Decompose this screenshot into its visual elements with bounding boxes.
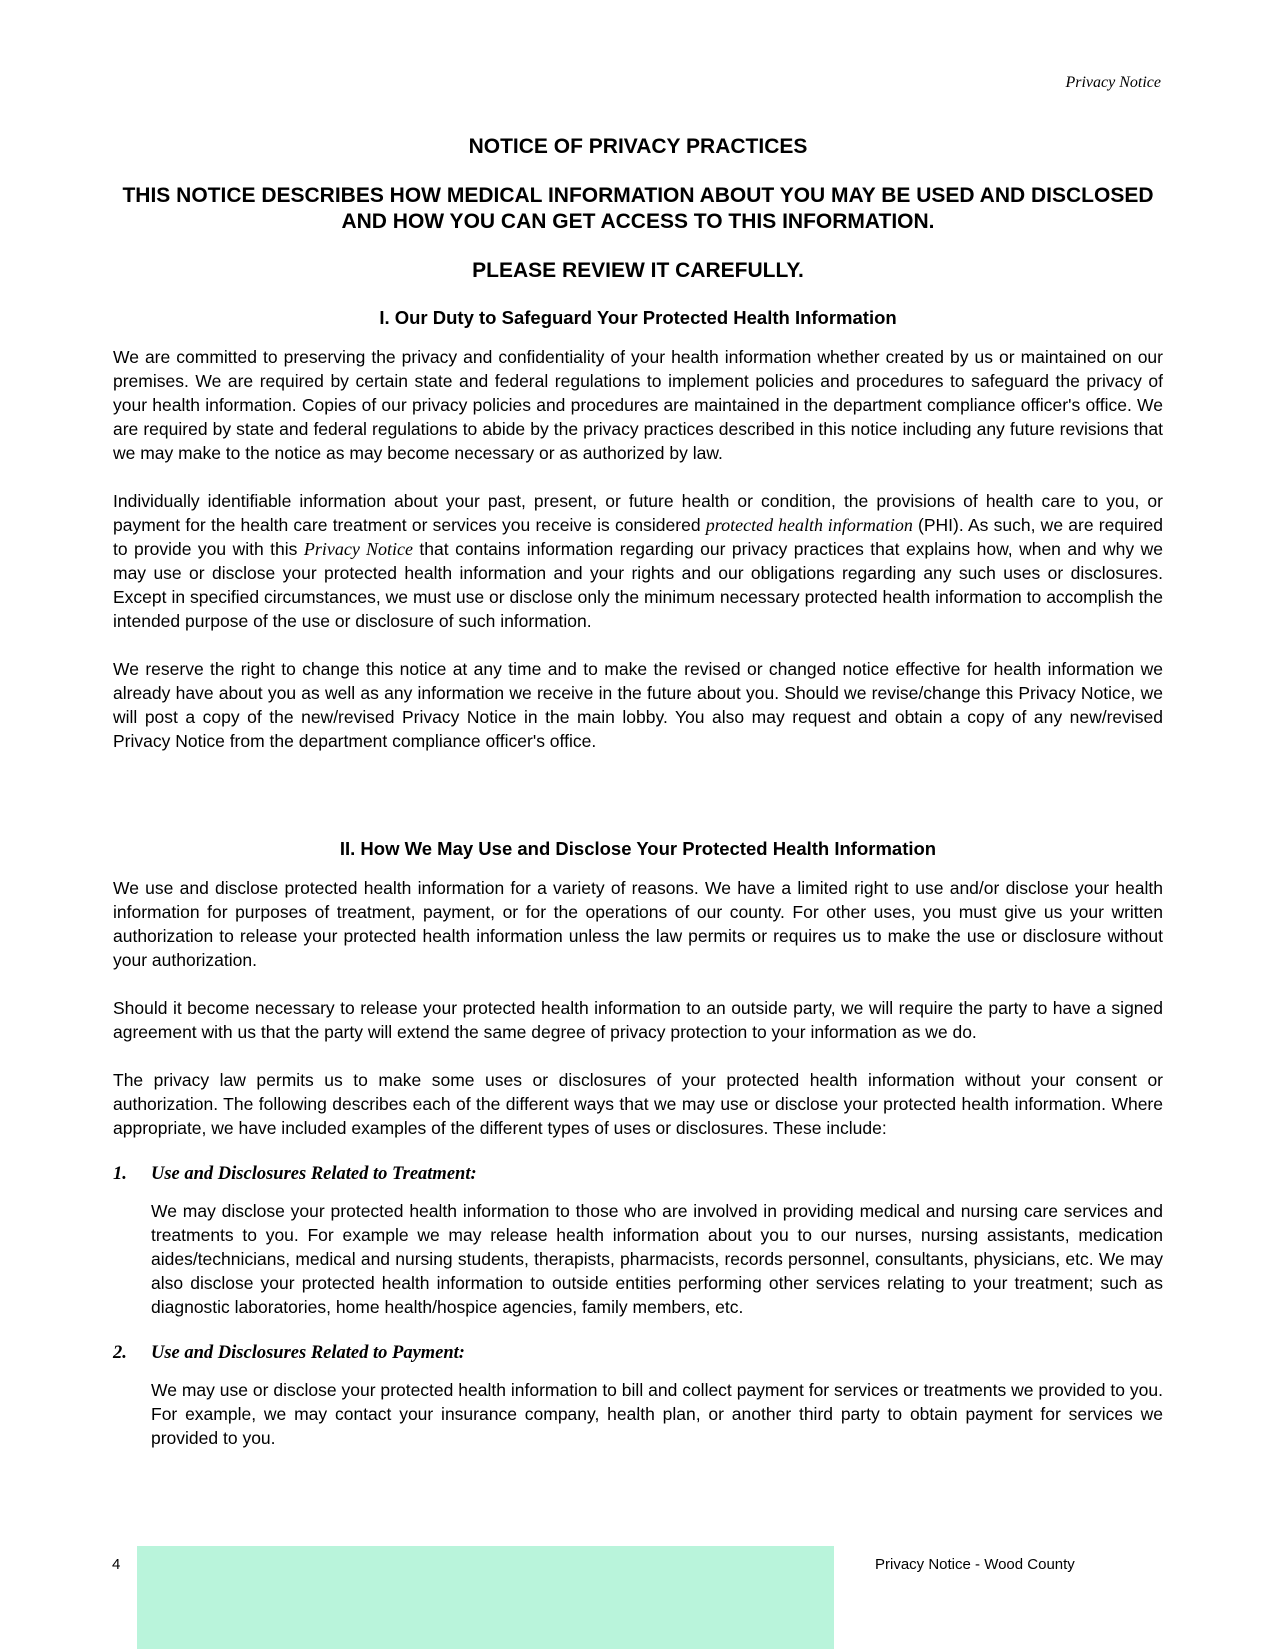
list-item-heading [113,1164,1163,1185]
review-instruction: PLEASE REVIEW IT CAREFULLY. [472,259,804,282]
document-title: NOTICE OF PRIVACY PRACTICES [468,135,808,158]
phi-term: protected health information [705,515,913,535]
page-number: 4 [112,1556,121,1573]
section-1-paragraph-2: Individually identifiable information about your past, present, or future health or condition, the provisions of health care to you, or payment for the health care treatment or services you receive is considered protected health information (PHI). As such, we are required to provide you with this Privacy Notice that contains information regarding our privacy practices that explains how, when and why we may use or disclose your protected health information and your rights and our obligations regarding any such uses or disclosures. Except in specified circumstances, we must use or disclose only the minimum necessary protected health information to accomplish the intended purpose of the use or disclosure of such information. [113,491,1163,631]
document-body [113,135,1163,1474]
notice-description: THIS NOTICE DESCRIBES HOW MEDICAL INFORMATION ABOUT YOU MAY BE USED AND DISCLOSED AND HOW YOU CAN GET ACCESS TO THIS INFORMATION. [122,184,1154,233]
section-2-heading: II. How We May Use and Disclose Your Protected Health Information [339,838,937,859]
list-item-heading [113,1343,1163,1364]
section-2-paragraph-2: Should it become necessary to release your protected health information to an outside party, we will require the party to have a signed agreement with us that the party will extend the same degree of privacy protection to your information as we do. [113,998,1163,1042]
section-1-paragraph-3: We reserve the right to change this notice at any time and to make the revised or changed notice effective for health information we already have about you as well as any information we receive in the future about you. Should we revise/change this Privacy Notice, we will post a copy of the new/revised Privacy Notice in the main lobby. You also may request and obtain a copy of any new/revised Privacy Notice from the department compliance officer's office. [113,659,1163,751]
list-item-body: We may disclose your protected health information to those who are involved in providing medical and nursing care services and treatments to you. For example we may release health information about you to our nurses, nursing assistants, medication aides/technicians, medical and nursing students, therapists, pharmacists, records personnel, consultants, physicians, etc. We may also disclose your protected health information to outside entities performing other services relating to your treatment; such as diagnostic laboratories, home health/hospice agencies, family members, etc. [151,1201,1163,1317]
section-1-heading: I. Our Duty to Safeguard Your Protected Health Information [379,307,897,328]
list-item-number: 1. [113,1164,127,1184]
list-item-body: We may use or disclose your protected health information to bill and collect payment for services or treatments we provided to you. For example, we may contact your insurance company, health plan, or another third party to obtain payment for services we provided to you. [151,1380,1163,1448]
privacy-notice-term: Privacy Notice [303,539,413,559]
list-item-title: Use and Disclosures Related to Payment: [151,1343,465,1363]
section-2-paragraph-3: The privacy law permits us to make some uses or disclosures of your protected health information without your consent or authorization. The following describes each of the different ways that we may use or disclose your protected health information. Where appropriate, we have included examples of the different types of uses or disclosures. These include: [113,1070,1163,1138]
footer-highlight-box [137,1546,834,1649]
list-item-title: Use and Disclosures Related to Treatment: [151,1164,477,1184]
list-item [113,1164,1163,1319]
uses-list [113,1164,1163,1450]
footer-title: Privacy Notice - Wood County [875,1556,1075,1573]
section-2-paragraph-1: We use and disclose protected health information for a variety of reasons. We have a limited right to use and/or disclose your health information for purposes of treatment, payment, or for the operations of our county. For other uses, you must give us your written authorization to release your protected health information unless the law permits or requires us to make the use or disclosure without your authorization. [113,878,1163,970]
section-1-paragraph-1: We are committed to preserving the privacy and confidentiality of your health information whether created by us or maintained on our premises. We are required by certain state and federal regulations to implement policies and procedures to safeguard the privacy of your health information. Copies of our privacy policies and procedures are maintained in the department compliance officer's office. We are required by state and federal regulations to abide by the privacy practices described in this notice including any future revisions that we may make to the notice as may become necessary or as authorized by law. [113,347,1163,463]
running-head: Privacy Notice [1065,74,1161,91]
list-item-number: 2. [113,1343,127,1363]
list-item [113,1343,1163,1450]
